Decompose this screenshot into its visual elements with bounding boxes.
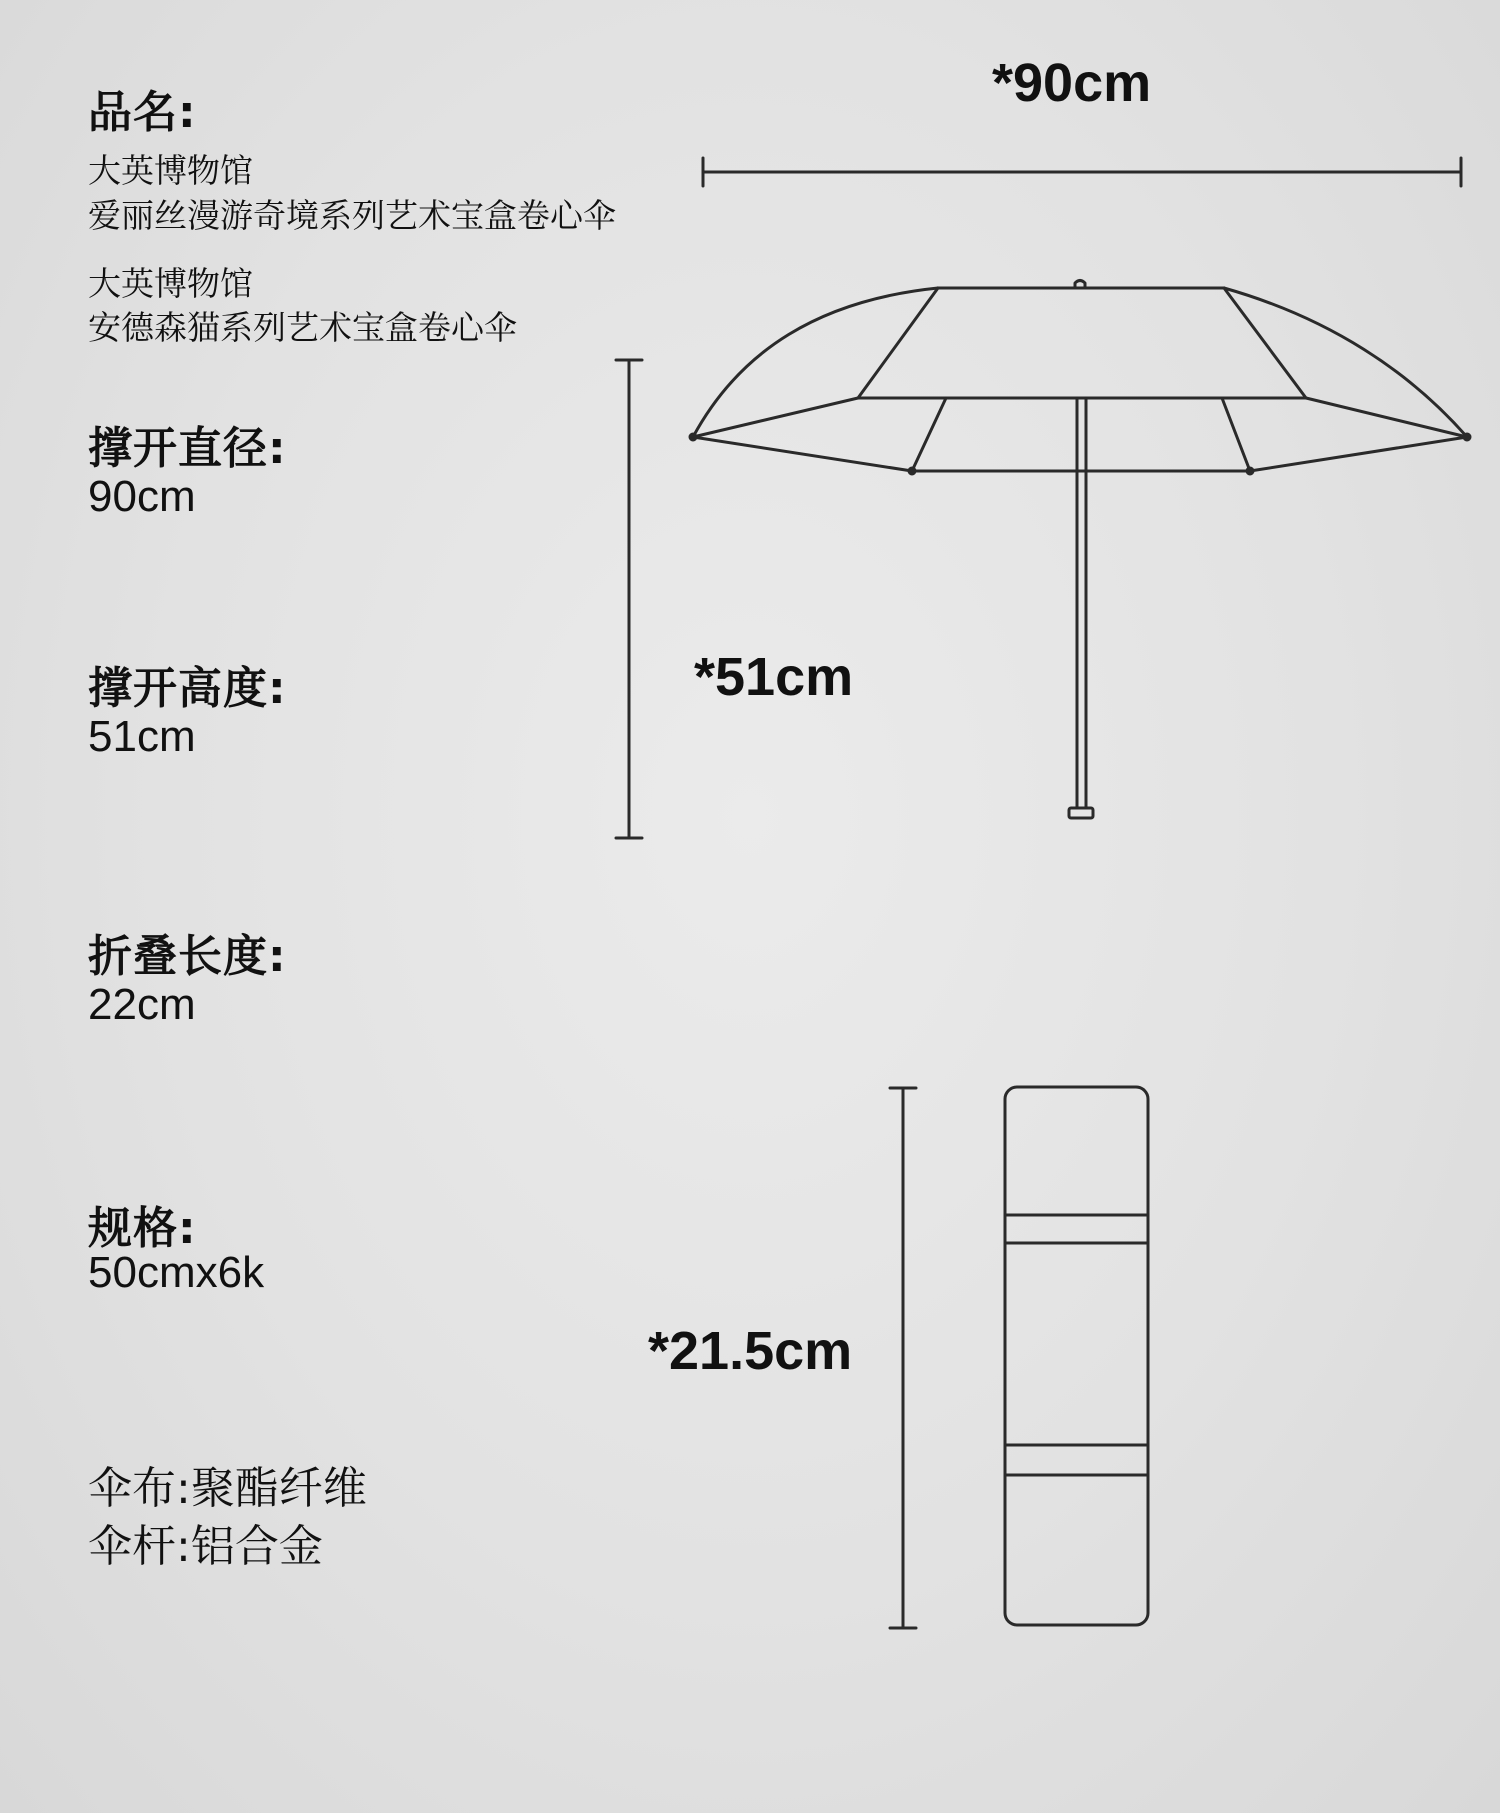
spec-value: 50cmx6k: [88, 1248, 265, 1297]
open-height-value: 51cm: [88, 712, 196, 761]
product-name-item1-line2: 爱丽丝漫游奇境系列艺术宝盒卷心伞: [88, 196, 616, 235]
width-dimension-line: [703, 158, 1461, 186]
open-height-label: 撑开高度:: [88, 663, 287, 714]
height-dimension-label: *51cm: [694, 647, 854, 707]
folded-dimension-label: *21.5cm: [648, 1321, 853, 1381]
folded-length-label: 折叠长度:: [88, 931, 287, 982]
canopy-material: 伞布:聚酯纤维: [88, 1463, 367, 1514]
product-name-item2-line2: 安德森猫系列艺术宝盒卷心伞: [88, 308, 517, 347]
product-name-item2-line1: 大英博物馆: [88, 264, 253, 303]
open-umbrella-drawing: [690, 281, 1470, 819]
folded-dimension-line: [890, 1088, 916, 1628]
open-diameter-label: 撑开直径:: [88, 423, 287, 474]
folded-length-value: 22cm: [88, 980, 196, 1029]
width-dimension-label: *90cm: [992, 53, 1152, 113]
shaft-material: 伞杆:铝合金: [88, 1521, 323, 1572]
folded-umbrella-drawing: [1005, 1087, 1148, 1625]
product-name-label: 品名:: [88, 87, 197, 138]
height-dimension-line: [616, 360, 642, 838]
spec-label: 规格:: [88, 1203, 197, 1254]
product-name-item1-line1: 大英博物馆: [88, 151, 253, 190]
open-diameter-value: 90cm: [88, 472, 196, 521]
